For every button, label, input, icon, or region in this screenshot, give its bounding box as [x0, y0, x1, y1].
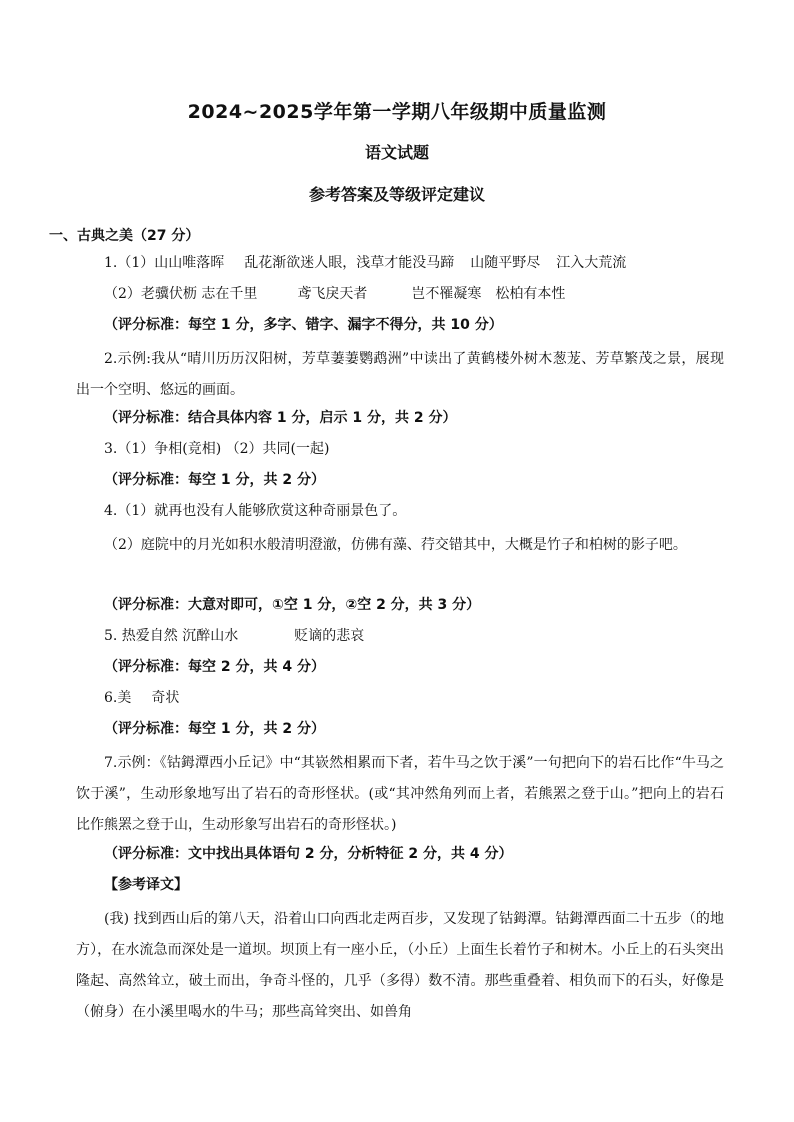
q1-answer-b: 乱花渐欲迷人眼，浅草才能没马蹄 [244, 255, 455, 271]
subject-title: 语文试题 [364, 143, 429, 162]
q1-answer-c: 山随平野尽 [470, 255, 541, 271]
q1-answer-a: 山山唯落晖 [154, 255, 225, 271]
q4-answer-2: （2）庭院中的月光如积水般清明澄澈，仿佛有藻、荇交错其中，大概是竹子和柏树的影子吧。 [104, 537, 687, 553]
q2-answer: 2.示例:我从“晴川历历汉阳树，芳草萋萋鹦鹉洲”中读出了黄鹤楼外树木葱茏、芳草繁茂之景，展现出一个空明、悠远的画面。 [76, 351, 724, 398]
q5-answer-a: 5. 热爱自然 沉醉山水 [104, 628, 239, 644]
q1-answer-f: 鸢飞戾天者 [297, 286, 368, 302]
q1-part1 [104, 252, 626, 274]
q1-part2-label: （2） [104, 286, 141, 302]
q1-scoring: （评分标准：每空 1 分，多字、错字、漏字不得分，共 10 分） [104, 317, 503, 333]
section-heading: 一、古典之美（27 分） [49, 228, 200, 244]
q6-answer-a: 6.美 [104, 690, 132, 706]
translation-heading: 【参考译文】 [104, 877, 188, 893]
q3-scoring: （评分标准：每空 1 分，共 2 分） [104, 472, 325, 488]
translation-text: (我) 找到西山后的第八天，沿着山口向西北走两百步，又发现了钴鉧潭。钴鉧潭西面二十五步（的地方），在水流急而深处是一道坝。坝顶上有一座小丘，（小丘）上面生长着竹子和树木。小丘上的石头突出隆起、高然耸立，破土而出，争奇斗怪的，几乎（多得）数不清。那些重叠着、相负而下的石头，好像是（俯身）在小溪里喝水的牛马；那些高耸突出、如兽角 [76, 911, 724, 1020]
doc-type-title: 参考答案及等级评定建议 [308, 185, 485, 204]
q1-answer-e: 老骥伏枥 志在千里 [140, 286, 258, 302]
q4-answer-1: 4.（1）就再也没有人能够欣赏这种奇丽景色了。 [104, 503, 407, 519]
document-title: 2024~2025学年第一学期八年级期中质量监测 [187, 101, 607, 123]
q1-answer-h: 松柏有本性 [495, 286, 566, 302]
q6-answer-b: 奇状 [151, 690, 180, 706]
q6-answer [104, 687, 179, 709]
q7-answer: 7.示例：《钴鉧潭西小丘记》中“其嵚然相累而下者，若牛马之饮于溪”一句把向下的岩石比作“牛马之饮于溪”，生动形象地写出了岩石的奇形怪状。(或“其冲然角列而上者，若熊罴之登于山。”把向上的岩石比作熊罴之登于山，生动形象写出岩石的奇形怪状。) [76, 755, 724, 833]
q6-scoring: （评分标准：每空 1 分，共 2 分） [104, 721, 325, 737]
q5-scoring: （评分标准：每空 2 分，共 4 分） [104, 659, 325, 675]
q5-answer [104, 625, 364, 647]
q1-answer-d: 江入大荒流 [556, 255, 627, 271]
q5-answer-b: 贬谪的悲哀 [294, 628, 365, 644]
q4-scoring: （评分标准：大意对即可，①空 1 分，②空 2 分，共 3 分） [104, 597, 481, 613]
q1-part1-label: 1.（1） [104, 255, 155, 271]
q7-scoring: （评分标准：文中找出具体语句 2 分，分析特征 2 分，共 4 分） [104, 846, 513, 862]
q2-scoring: （评分标准：结合具体内容 1 分，启示 1 分，共 2 分） [104, 410, 457, 426]
q3-answer: 3.（1）争相(竞相) （2）共同(一起) [104, 441, 330, 457]
q1-answer-g: 岂不罹凝寒 [411, 286, 482, 302]
q1-part2 [104, 283, 565, 305]
